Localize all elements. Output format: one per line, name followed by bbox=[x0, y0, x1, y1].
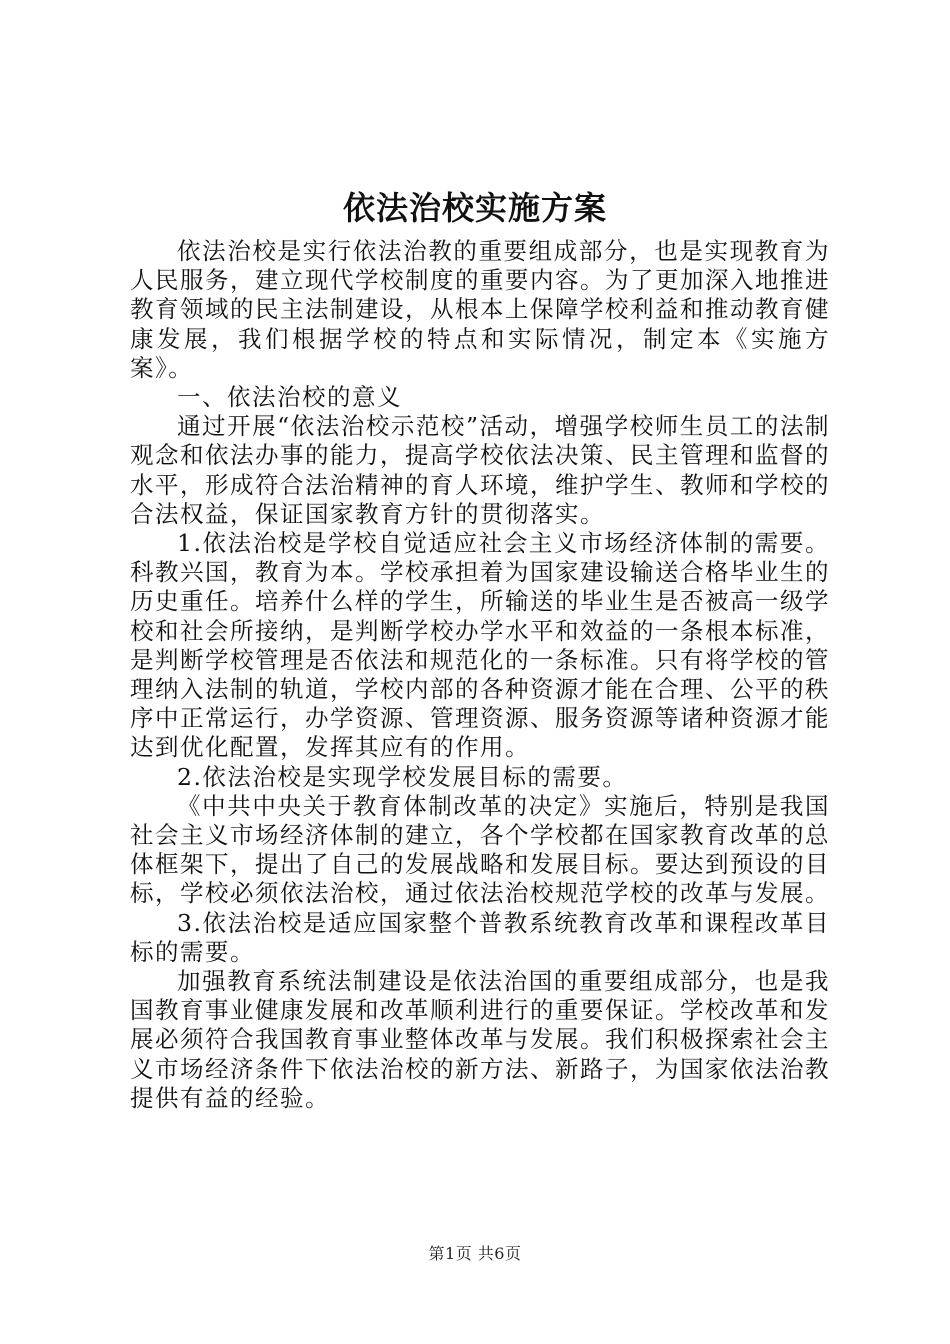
page-number-footer: 第1页 共6页 bbox=[428, 1244, 522, 1263]
paragraph-intro: 依法治校是实行依法治教的重要组成部分，也是实现教育为人民服务，建立现代学校制度的重要内容。为了更加深入地推进教育领域的民主法制建设，从根本上保障学校利益和推动教育健康发展，我们根据学校的特点和实际情况，制定本《实施方案》。 bbox=[130, 237, 830, 382]
paragraph-point-3-heading: 3.依法治校是适应国家整个普教系统教育改革和课程改革目标的需要。 bbox=[130, 908, 830, 966]
paragraph-point-3: 加强教育系统法制建设是依法治国的重要组成部分，也是我国教育事业健康发展和改革顺利进行的重要保证。学校改革和发展必须符合我国教育事业整体改革与发展。我们积极探索社会主义市场经济条件下依法治校的新方法、新路子，为国家依法治教提供有益的经验。 bbox=[130, 967, 830, 1112]
document-body bbox=[130, 237, 830, 1113]
paragraph-point-2-heading: 2.依法治校是实现学校发展目标的需要。 bbox=[177, 762, 628, 791]
section-heading-significance: 一、依法治校的意义 bbox=[177, 383, 402, 412]
paragraph-point-1: 1.依法治校是学校自觉适应社会主义市场经济体制的需要。科教兴国，教育为本。学校承担着为国家建设输送合格毕业生的历史重任。培养什么样的学生，所输送的毕业生是否被高一级学校和社会所接纳，是判断学校办学水平和效益的一条根本标准，是判断学校管理是否依法和规范化的一条标准。只有将学校的管理纳入法制的轨道，学校内部的各种资源才能在合理、公平的秩序中正常运行，办学资源、管理资源、服务资源等诸种资源才能达到优化配置，发挥其应有的作用。 bbox=[130, 529, 830, 762]
paragraph-point-2: 《中共中央关于教育体制改革的决定》实施后，特别是我国社会主义市场经济体制的建立，各个学校都在国家教育改革的总体框架下，提出了自己的发展战略和发展目标。要达到预设的目标，学校必须依法治校，通过依法治校规范学校的改革与发展。 bbox=[130, 791, 830, 908]
document-title: 依法治校实施方案 bbox=[342, 189, 607, 227]
paragraph-significance: 通过开展“依法治校示范校”活动，增强学校师生员工的法制观念和依法办事的能力，提高学校依法决策、民主管理和监督的水平，形成符合法治精神的育人环境，维护学生、教师和学校的合法权益，保证国家教育方针的贯彻落实。 bbox=[130, 412, 830, 528]
